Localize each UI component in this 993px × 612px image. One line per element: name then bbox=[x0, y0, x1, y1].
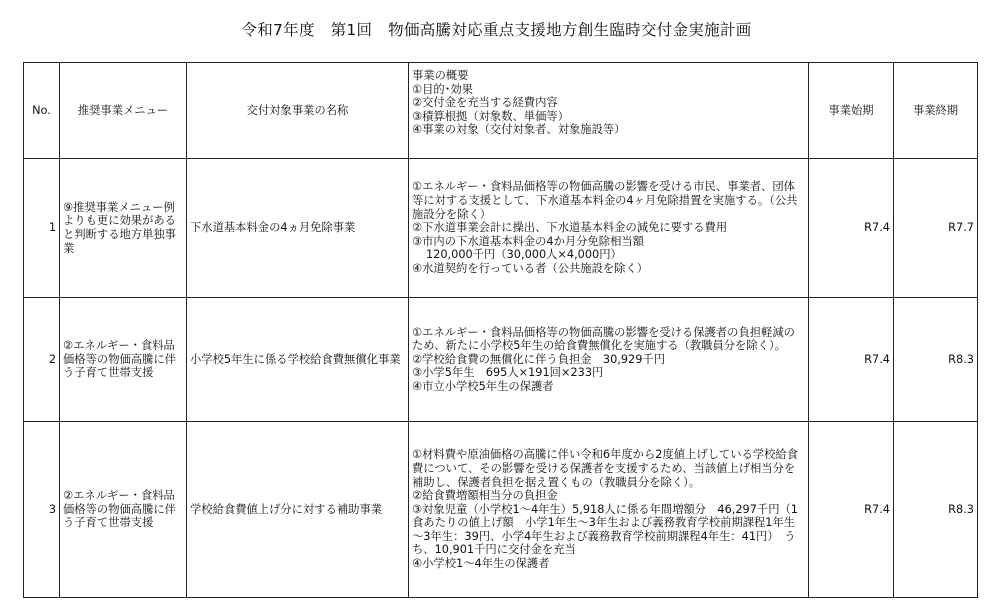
row-end: R7.7 bbox=[894, 159, 978, 298]
header-end: 事業終期 bbox=[894, 63, 978, 159]
overview-line: ③市内の下水道基本料金の4か月分免除相当額 bbox=[412, 234, 644, 248]
table-row bbox=[24, 159, 978, 298]
row-end: R8.3 bbox=[894, 298, 978, 422]
table-row bbox=[24, 422, 978, 598]
row-no: 2 bbox=[24, 298, 60, 422]
overview-line: ②給食費増額相当分の負担金 bbox=[412, 489, 558, 503]
header-overview-line: ③積算根拠（対象数、単価等） bbox=[412, 109, 569, 123]
overview-line: ④水道契約を行っている者（公共施設を除く） bbox=[412, 261, 649, 275]
row-overview bbox=[409, 159, 809, 298]
row-no: 1 bbox=[24, 159, 60, 298]
row-menu: ②エネルギー・食料品価格等の物価高騰に伴う子育て世帯支援 bbox=[60, 298, 187, 422]
header-menu: 推奨事業メニュー bbox=[60, 63, 187, 159]
header-start: 事業始期 bbox=[809, 63, 894, 159]
overview-line: ①材料費や原油価格の高騰に伴い令和6年度から2度値上げしている学校給食費について、その影響を受ける保護者を支援するため、当該値上げ相当分を補助し、保護者負担を据え置くもの（教職員分を除く）。 bbox=[412, 448, 799, 489]
table-header-row bbox=[24, 63, 978, 159]
row-overview bbox=[409, 422, 809, 598]
header-name: 交付対象事業の名称 bbox=[187, 63, 409, 159]
page-title: 令和7年度 第1回 物価高騰対応重点支援地方創生臨時交付金実施計画 bbox=[241, 21, 752, 39]
row-name: 下水道基本料金の4ヵ月免除事業 bbox=[187, 159, 409, 298]
header-overview-line: ①目的･効果 bbox=[412, 82, 473, 96]
overview-line: 120,000千円（30,000人×4,000円） bbox=[426, 248, 622, 262]
row-menu: ②エネルギー・食料品価格等の物価高騰に伴う子育て世帯支援 bbox=[60, 422, 187, 598]
header-overview-line: ②交付金を充当する経費内容 bbox=[412, 96, 558, 110]
row-no: 3 bbox=[24, 422, 60, 598]
header-overview bbox=[409, 63, 809, 159]
table-row bbox=[24, 298, 978, 422]
row-start: R7.4 bbox=[809, 159, 894, 298]
header-overview-line: 事業の概要 bbox=[412, 69, 469, 82]
row-start: R7.4 bbox=[809, 298, 894, 422]
overview-line: ①エネルギー・食料品価格等の物価高騰の影響を受ける保護者の負担軽減のため、新たに小学校5年生の給食費無償化を実施する（教職員分を除く）。 bbox=[412, 325, 795, 353]
overview-line: ③小学5年生 695人×191回×233円 bbox=[412, 366, 604, 380]
overview-line: ③対象児童（小学校1～4年生）5,918人に係る年間増額分 46,297千円（1食あたりの値上げ額 小学1年生～3年生および義務教育学校前期課程1年生～3年生：39円、小学4年生および義務教育学校前期課程4年生：41円） うち、10,901千円に交付金を充当 bbox=[412, 502, 798, 557]
row-end: R8.3 bbox=[894, 422, 978, 598]
overview-line: ②下水道事業会計に操出、下水道基本料金の減免に要する費用 bbox=[412, 221, 728, 235]
header-overview-line: ④事業の対象（交付対象者、対象施設等） bbox=[412, 123, 626, 137]
row-overview bbox=[409, 298, 809, 422]
overview-line: ①エネルギー・食料品価格等の物価高騰の影響を受ける市民、事業者、団体等に対する支援として、下水道基本料金の4ヶ月免除措置を実施する。（公共施設分を除く） bbox=[412, 180, 798, 221]
plan-table bbox=[23, 62, 978, 598]
row-start: R7.4 bbox=[809, 422, 894, 598]
overview-line: ④小学校1～4年生の保護者 bbox=[412, 557, 550, 571]
row-menu: ⑨推奨事業メニュー例よりも更に効果があると判断する地方単独事業 bbox=[60, 159, 187, 298]
overview-line: ④市立小学校5年生の保護者 bbox=[412, 379, 554, 393]
row-name: 学校給食費値上げ分に対する補助事業 bbox=[187, 422, 409, 598]
row-name: 小学校5年生に係る学校給食費無償化事業 bbox=[187, 298, 409, 422]
header-no: No. bbox=[24, 63, 60, 159]
overview-line: ②学校給食費の無償化に伴う負担金 30,929千円 bbox=[412, 352, 666, 366]
